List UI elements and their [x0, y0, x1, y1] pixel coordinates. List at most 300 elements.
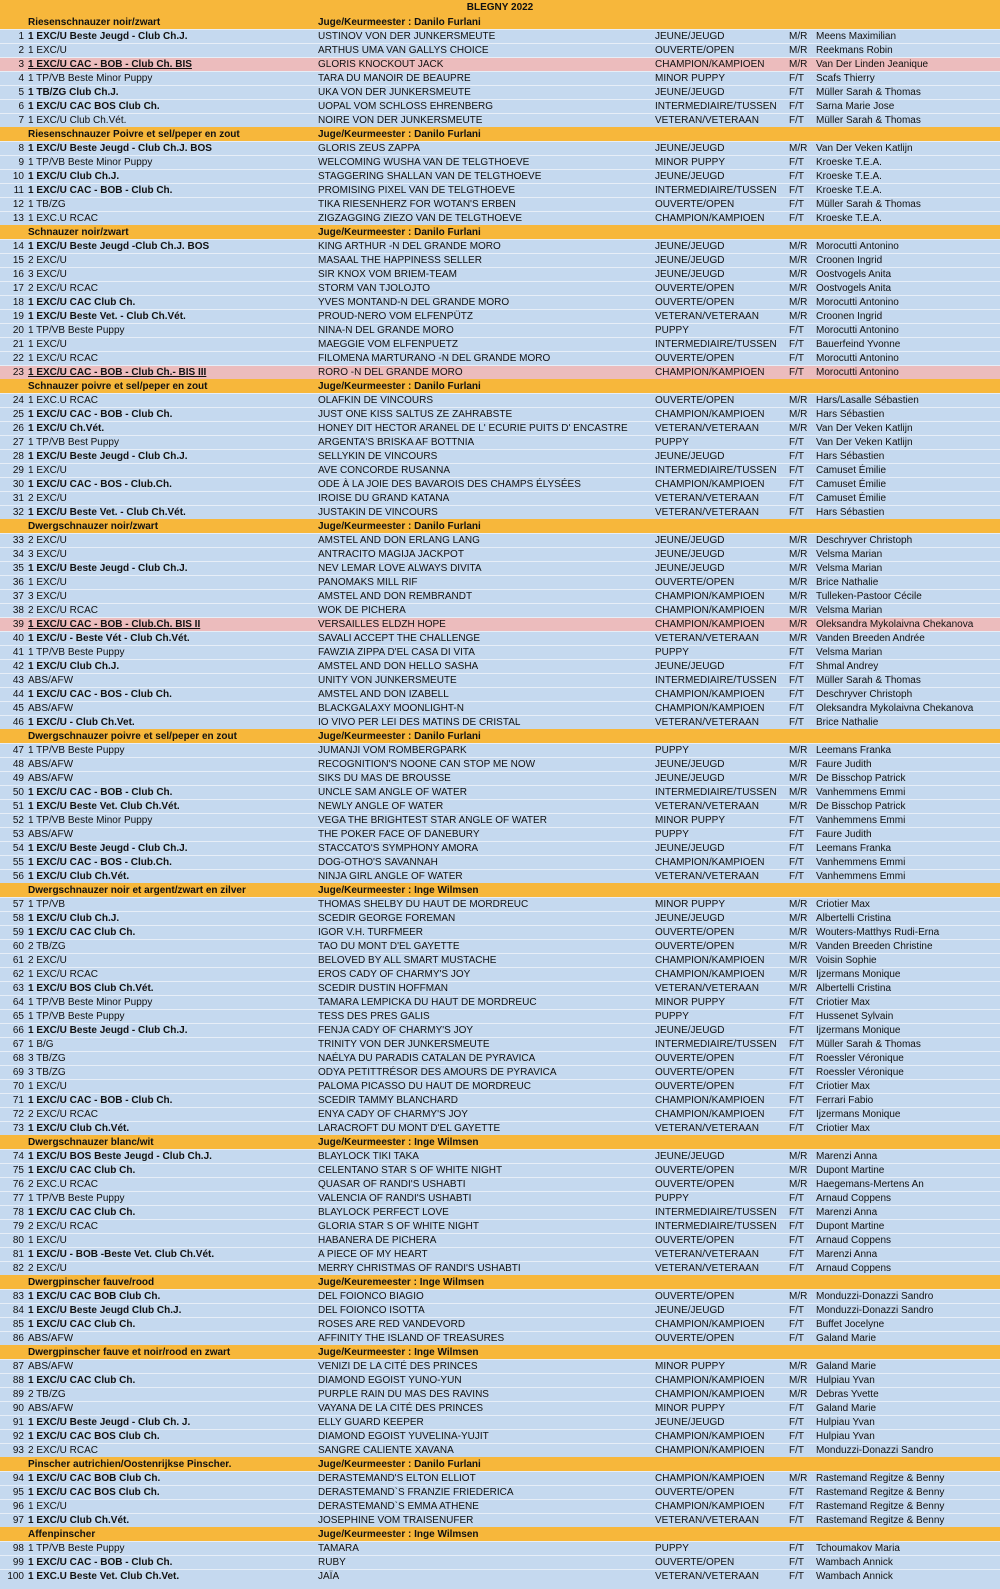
class-cell: CHAMPION/KAMPIOEN	[655, 703, 765, 714]
table-row	[0, 1317, 1000, 1331]
dog-name-cell: LARACROFT DU MONT D'EL GAYETTE	[318, 1123, 501, 1134]
entry-number: 29	[12, 465, 24, 476]
sex-cell: M/R	[789, 423, 808, 434]
table-row	[0, 197, 1000, 211]
class-cell: JEUNE/JEUGD	[655, 1151, 725, 1162]
dog-name-cell: DOG-OTHO'S SAVANNAH	[318, 857, 438, 868]
class-cell: JEUNE/JEUGD	[655, 87, 725, 98]
table-row	[0, 925, 1000, 939]
class-cell: OUVERTE/OPEN	[655, 1333, 735, 1344]
sex-cell: F/T	[789, 213, 804, 224]
class-cell: JEUNE/JEUGD	[655, 269, 725, 280]
sex-cell: M/R	[789, 1389, 808, 1400]
sex-cell: M/R	[789, 1361, 808, 1372]
entry-number: 33	[12, 535, 24, 546]
owner-cell: Tchoumakov Maria	[816, 1543, 900, 1554]
entry-number: 11	[13, 185, 24, 196]
class-cell: MINOR PUPPY	[655, 1361, 726, 1372]
dog-name-cell: STACCATO'S SYMPHONY AMORA	[318, 843, 479, 854]
entry-number: 35	[12, 563, 24, 574]
owner-cell: Velsma Marian	[816, 647, 883, 658]
owner-cell: Faure Judith	[816, 829, 872, 840]
sex-cell: M/R	[789, 591, 808, 602]
result-cell: 1 EXC/U CAC - BOB - Club Ch.	[28, 1095, 173, 1106]
table-row	[0, 785, 1000, 799]
sex-cell: F/T	[789, 1431, 804, 1442]
sex-cell: F/T	[789, 717, 804, 728]
result-cell: 2 EXC/U RCAC	[28, 1445, 99, 1456]
owner-cell: Wambach Annick	[816, 1571, 893, 1582]
owner-cell: Roessler Véronique	[816, 1067, 904, 1078]
sex-cell: M/R	[789, 535, 808, 546]
sex-cell: F/T	[789, 1081, 804, 1092]
result-cell: 1 EXC/U CAC - BOS - Club.Ch.	[28, 479, 172, 490]
dog-name-cell: ARTHUS UMA VAN GALLYS CHOICE	[318, 45, 489, 56]
table-row	[0, 323, 1000, 337]
dog-name-cell: YVES MONTAND-N DEL GRANDE MORO	[318, 297, 510, 308]
entry-number: 44	[12, 689, 24, 700]
section-header	[0, 379, 1000, 393]
entry-number: 65	[12, 1011, 24, 1022]
result-cell: 2 EXC/U RCAC	[28, 283, 99, 294]
entry-number: 54	[12, 843, 24, 854]
result-cell: 1 EXC/U CAC Club Ch.	[28, 1165, 136, 1176]
table-row	[0, 855, 1000, 869]
section-header	[0, 1135, 1000, 1149]
dog-name-cell: PALOMA PICASSO DU HAUT DE MORDREUC	[318, 1081, 531, 1092]
dog-name-cell: SIR KNOX VOM BRIEM-TEAM	[318, 269, 457, 280]
result-cell: 1 EXC/U Beste Vet. - Club Ch.Vét.	[28, 507, 186, 518]
result-cell: ABS/AFW	[28, 1361, 74, 1372]
table-row	[0, 771, 1000, 785]
class-cell: CHAMPION/KAMPIOEN	[655, 1375, 765, 1386]
sex-cell: F/T	[789, 171, 804, 182]
sex-cell: M/R	[789, 619, 808, 630]
dog-name-cell: ZIGZAGGING ZIEZO VAN DE TELGTHOEVE	[318, 213, 523, 224]
class-cell: CHAMPION/KAMPIOEN	[655, 605, 765, 616]
class-cell: PUPPY	[655, 325, 689, 336]
sex-cell: F/T	[789, 325, 804, 336]
sex-cell: F/T	[789, 1263, 804, 1274]
entry-number: 32	[12, 507, 24, 518]
owner-cell: Oleksandra Mykolaivna Chekanova	[816, 619, 974, 630]
sex-cell: F/T	[789, 73, 804, 84]
sex-cell: M/R	[789, 311, 808, 322]
table-row	[0, 743, 1000, 757]
class-cell: JEUNE/JEUGD	[655, 1305, 725, 1316]
section-header	[0, 15, 1000, 29]
table-row	[0, 1429, 1000, 1443]
owner-cell: Sarna Marie Jose	[816, 101, 895, 112]
class-cell: CHAMPION/KAMPIOEN	[655, 213, 765, 224]
sex-cell: F/T	[789, 1109, 804, 1120]
dog-name-cell: FILOMENA MARTURANO -N DEL GRANDE MORO	[318, 353, 551, 364]
class-cell: VETERAN/VETERAAN	[655, 493, 759, 504]
table-row	[0, 1373, 1000, 1387]
dog-name-cell: PROUD-NERO VOM ELFENPÜTZ	[318, 311, 474, 322]
sex-cell: M/R	[789, 773, 808, 784]
class-cell: VETERAN/VETERAAN	[655, 507, 759, 518]
result-cell: 1 EXC/U Club Ch.J.	[28, 661, 120, 672]
table-row	[0, 1023, 1000, 1037]
sex-cell: M/R	[789, 913, 808, 924]
result-cell: 1 EXC/U	[28, 1501, 67, 1512]
entry-number: 17	[12, 283, 24, 294]
class-cell: VETERAN/VETERAAN	[655, 1249, 759, 1260]
owner-cell: Marenzi Anna	[816, 1207, 878, 1218]
table-row	[0, 1443, 1000, 1457]
sex-cell: F/T	[789, 1025, 804, 1036]
entry-number: 68	[12, 1053, 24, 1064]
table-row	[0, 29, 1000, 43]
dog-name-cell: JUSTAKIN DE VINCOURS	[318, 507, 438, 518]
class-cell: CHAMPION/KAMPIOEN	[655, 969, 765, 980]
result-cell: 1 EXC/U RCAC	[28, 353, 99, 364]
breed-name: Schnauzer noir/zwart	[28, 227, 129, 238]
result-cell: 1 TP/VB Beste Puppy	[28, 1543, 125, 1554]
dog-name-cell: VERSAILLES ELDZH HOPE	[318, 619, 446, 630]
dog-name-cell: AMSTEL AND DON ERLANG LANG	[318, 535, 480, 546]
owner-cell: Debras Yvette	[816, 1389, 879, 1400]
class-cell: PUPPY	[655, 1543, 689, 1554]
result-cell: 1 EXC/U Club Ch.Vét.	[28, 1515, 130, 1526]
dog-name-cell: TARA DU MANOIR DE BEAUPRE	[318, 73, 471, 84]
dog-name-cell: AMSTEL AND DON REMBRANDT	[318, 591, 473, 602]
table-row	[0, 603, 1000, 617]
class-cell: JEUNE/JEUGD	[655, 759, 725, 770]
entry-number: 100	[7, 1571, 24, 1582]
sex-cell: F/T	[789, 1067, 804, 1078]
sex-cell: F/T	[789, 829, 804, 840]
dog-name-cell: ARGENTA'S BRISKA AF BOTTNIA	[318, 437, 475, 448]
entry-number: 5	[18, 87, 24, 98]
owner-cell: Hars Sébastien	[816, 451, 885, 462]
class-cell: OUVERTE/OPEN	[655, 45, 735, 56]
dog-name-cell: ELLY GUARD KEEPER	[318, 1417, 424, 1428]
entry-number: 85	[12, 1319, 24, 1330]
entry-number: 41	[12, 647, 24, 658]
sex-cell: F/T	[789, 87, 804, 98]
entry-number: 98	[12, 1543, 24, 1554]
result-cell: 1 EXC/U Beste Jeugd - Club Ch.J.	[28, 843, 188, 854]
table-row	[0, 351, 1000, 365]
breed-name: Schnauzer poivre et sel/peper en zout	[28, 381, 208, 392]
table-row	[0, 1471, 1000, 1485]
owner-cell: Bauerfeind Yvonne	[816, 339, 901, 350]
entry-number: 96	[12, 1501, 24, 1512]
judge-label: Juge/Keurmeester : Inge Wilmsen	[318, 1347, 479, 1358]
sex-cell: M/R	[789, 563, 808, 574]
table-row	[0, 85, 1000, 99]
table-row	[0, 1121, 1000, 1135]
sex-cell: M/R	[789, 241, 808, 252]
dog-name-cell: GLORIA STAR S OF WHITE NIGHT	[318, 1221, 479, 1232]
table-row	[0, 1401, 1000, 1415]
result-cell: 1 EXC/U Club Ch.Vét.	[28, 115, 127, 126]
class-cell: JEUNE/JEUGD	[655, 535, 725, 546]
judge-label: Juge/Keurmeester : Inge Wilmsen	[318, 1137, 479, 1148]
breed-name: Dwergschnauzer blanc/wit	[28, 1137, 154, 1148]
owner-cell: Rastemand Regitze & Benny	[816, 1473, 945, 1484]
owner-cell: Croonen Ingrid	[816, 255, 883, 266]
dog-name-cell: OLAFKIN DE VINCOURS	[318, 395, 434, 406]
result-cell: 1 TP/VB Beste Puppy	[28, 1193, 125, 1204]
section-header	[0, 1527, 1000, 1541]
dog-name-cell: SAVALI ACCEPT THE CHALLENGE	[318, 633, 481, 644]
sex-cell: F/T	[789, 339, 804, 350]
entry-number: 91	[12, 1417, 24, 1428]
dog-name-cell: IO VIVO PER LEI DES MATINS DE CRISTAL	[318, 717, 521, 728]
owner-cell: Morocutti Antonino	[816, 241, 899, 252]
sex-cell: M/R	[789, 969, 808, 980]
table-row	[0, 337, 1000, 351]
dog-name-cell: NOIRE VON DER JUNKERSMEUTE	[318, 115, 483, 126]
class-cell: MINOR PUPPY	[655, 157, 726, 168]
entry-number: 26	[12, 423, 24, 434]
owner-cell: Ferrari Fabio	[816, 1095, 874, 1106]
entry-number: 9	[18, 157, 24, 168]
class-cell: CHAMPION/KAMPIOEN	[655, 1095, 765, 1106]
sex-cell: F/T	[789, 843, 804, 854]
owner-cell: Morocutti Antonino	[816, 325, 899, 336]
entry-number: 59	[12, 927, 24, 938]
class-cell: CHAMPION/KAMPIOEN	[655, 59, 765, 70]
entry-number: 42	[12, 661, 24, 672]
breed-name: Riesenschnauzer Poivre et sel/peper en zout	[28, 129, 240, 140]
sex-cell: M/R	[789, 409, 808, 420]
dog-name-cell: SELLYKIN DE VINCOURS	[318, 451, 438, 462]
sex-cell: M/R	[789, 577, 808, 588]
dog-name-cell: DEL FOIONCO BIAGIO	[318, 1291, 424, 1302]
entry-number: 80	[12, 1235, 24, 1246]
table-row	[0, 1359, 1000, 1373]
class-cell: VETERAN/VETERAAN	[655, 1571, 759, 1582]
owner-cell: Marenzi Anna	[816, 1151, 878, 1162]
table-row	[0, 57, 1000, 71]
class-cell: OUVERTE/OPEN	[655, 1053, 735, 1064]
result-cell: 1 EXC/U BOS Beste Jeugd - Club Ch.J.	[28, 1151, 212, 1162]
result-cell: 1 EXC.U RCAC	[28, 395, 99, 406]
sex-cell: F/T	[789, 1557, 804, 1568]
owner-cell: Croonen Ingrid	[816, 311, 883, 322]
class-cell: INTERMEDIAIRE/TUSSEN	[655, 101, 777, 112]
sex-cell: M/R	[789, 395, 808, 406]
dog-name-cell: SCEDIR DUSTIN HOFFMAN	[318, 983, 448, 994]
result-cell: 1 EXC/U - BOB -Beste Vet. Club Ch.Vét.	[28, 1249, 215, 1260]
dog-name-cell: IGOR V.H. TURFMEER	[318, 927, 424, 938]
result-cell: 1 EXC/U Club Ch.J.	[28, 913, 120, 924]
class-cell: PUPPY	[655, 647, 689, 658]
table-row	[0, 757, 1000, 771]
breed-name: Dwergpinscher fauve et noir/rood en zwart	[28, 1347, 231, 1358]
owner-cell: Deschryver Christoph	[816, 689, 913, 700]
class-cell: JEUNE/JEUGD	[655, 563, 725, 574]
entry-number: 69	[12, 1067, 24, 1078]
sex-cell: M/R	[789, 633, 808, 644]
result-cell: 2 EXC/U	[28, 535, 67, 546]
result-cell: 3 EXC/U	[28, 269, 67, 280]
class-cell: INTERMEDIAIRE/TUSSEN	[655, 675, 777, 686]
table-row	[0, 505, 1000, 519]
owner-cell: Oleksandra Mykolaivna Chekanova	[816, 703, 974, 714]
page-title: BLEGNY 2022	[466, 2, 534, 13]
owner-cell: Haegemans-Mertens An	[816, 1179, 924, 1190]
owner-cell: Brice Nathalie	[816, 717, 879, 728]
class-cell: JEUNE/JEUGD	[655, 255, 725, 266]
table-row	[0, 155, 1000, 169]
result-cell: 1 TP/VB Best Puppy	[28, 437, 119, 448]
class-cell: MINOR PUPPY	[655, 997, 726, 1008]
sex-cell: F/T	[789, 1319, 804, 1330]
sex-cell: F/T	[789, 1249, 804, 1260]
entry-number: 4	[18, 73, 24, 84]
table-row	[0, 687, 1000, 701]
section-header	[0, 729, 1000, 743]
entry-number: 36	[12, 577, 24, 588]
result-cell: 1 EXC/U	[28, 1235, 67, 1246]
class-cell: CHAMPION/KAMPIOEN	[655, 857, 765, 868]
class-cell: CHAMPION/KAMPIOEN	[655, 479, 765, 490]
judge-label: Juge/Keurmeester : Danilo Furlani	[318, 521, 481, 532]
table-row	[0, 1233, 1000, 1247]
sex-cell: M/R	[789, 955, 808, 966]
dog-name-cell: VAYANA DE LA CITÉ DES PRINCES	[318, 1403, 484, 1414]
class-cell: OUVERTE/OPEN	[655, 1067, 735, 1078]
result-cell: 1 EXC/U	[28, 45, 67, 56]
table-row	[0, 841, 1000, 855]
dog-name-cell: PANOMAKS MILL RIF	[318, 577, 418, 588]
entry-number: 73	[12, 1123, 24, 1134]
owner-cell: Oostvogels Anita	[816, 283, 892, 294]
owner-cell: Ijzermans Monique	[816, 969, 901, 980]
entry-number: 89	[12, 1389, 24, 1400]
owner-cell: Kroeske T.E.A.	[816, 185, 882, 196]
result-cell: 1 EXC/U CAC Club Ch.	[28, 297, 136, 308]
dog-name-cell: ODE À LA JOIE DES BAVAROIS DES CHAMPS ÉLYSÉES	[318, 479, 581, 490]
result-cell: 1 EXC.U Beste Vet. Club Ch.Vet.	[28, 1571, 180, 1582]
result-cell: 1 EXC/U CAC - BOB - Club Ch.	[28, 787, 173, 798]
sex-cell: F/T	[789, 997, 804, 1008]
owner-cell: Dupont Martine	[816, 1165, 885, 1176]
dog-name-cell: DERASTEMAND'S ELTON ELLIOT	[318, 1473, 476, 1484]
result-cell: 3 EXC/U	[28, 591, 67, 602]
owner-cell: Arnaud Coppens	[816, 1263, 892, 1274]
owner-cell: Dupont Martine	[816, 1221, 885, 1232]
table-row	[0, 953, 1000, 967]
breed-name: Affenpinscher	[28, 1529, 96, 1540]
result-cell: 2 TB/ZG	[28, 941, 66, 952]
table-row	[0, 183, 1000, 197]
entry-number: 95	[12, 1487, 24, 1498]
class-cell: MINOR PUPPY	[655, 1403, 726, 1414]
result-cell: 1 EXC/U Club Ch.J.	[28, 171, 120, 182]
class-cell: INTERMEDIAIRE/TUSSEN	[655, 787, 777, 798]
sex-cell: F/T	[789, 1305, 804, 1316]
owner-cell: Scafs Thierry	[816, 73, 875, 84]
dog-name-cell: TESS DES PRES GALIS	[318, 1011, 430, 1022]
sex-cell: M/R	[789, 45, 808, 56]
class-cell: OUVERTE/OPEN	[655, 395, 735, 406]
entry-number: 27	[12, 437, 24, 448]
entry-number: 70	[12, 1081, 24, 1092]
owner-cell: Hars Sébastien	[816, 507, 885, 518]
entry-number: 90	[12, 1403, 24, 1414]
result-cell: 1 EXC/U CAC BOS Club Ch.	[28, 101, 160, 112]
class-cell: VETERAN/VETERAAN	[655, 115, 759, 126]
table-row	[0, 827, 1000, 841]
dog-name-cell: GLORIS ZEUS ZAPPA	[318, 143, 421, 154]
table-row	[0, 967, 1000, 981]
dog-name-cell: NEV LEMAR LOVE ALWAYS DIVITA	[318, 563, 482, 574]
class-cell: INTERMEDIAIRE/TUSSEN	[655, 1039, 777, 1050]
result-cell: 1 EXC/U Beste Vet. Club Ch.Vét.	[28, 801, 180, 812]
result-cell: 1 EXC/U RCAC	[28, 969, 99, 980]
dog-name-cell: JUMANJI VOM ROMBERGPARK	[318, 745, 467, 756]
result-cell: 1 EXC/U CAC BOS Club Ch.	[28, 1431, 160, 1442]
result-cell: 1 EXC/U Beste Jeugd -Club Ch.J. BOS	[28, 241, 210, 252]
dog-name-cell: SCEDIR TAMMY BLANCHARD	[318, 1095, 459, 1106]
table-row	[0, 267, 1000, 281]
table-row	[0, 1303, 1000, 1317]
table-row	[0, 239, 1000, 253]
result-cell: ABS/AFW	[28, 1333, 74, 1344]
entry-number: 12	[12, 199, 24, 210]
class-cell: VETERAN/VETERAAN	[655, 423, 759, 434]
sex-cell: M/R	[789, 59, 808, 70]
table-row	[0, 1485, 1000, 1499]
owner-cell: Rastemand Regitze & Benny	[816, 1501, 945, 1512]
result-cell: 2 EXC.U RCAC	[28, 1179, 99, 1190]
sex-cell: M/R	[789, 1473, 808, 1484]
owner-cell: Vanden Breeden Andrée	[816, 633, 925, 644]
entry-number: 24	[12, 395, 24, 406]
class-cell: CHAMPION/KAMPIOEN	[655, 1431, 765, 1442]
sex-cell: F/T	[789, 465, 804, 476]
owner-cell: Ijzermans Monique	[816, 1025, 901, 1036]
sex-cell: F/T	[789, 1487, 804, 1498]
entry-number: 22	[12, 353, 24, 364]
judge-label: Juge/Keurmeester : Danilo Furlani	[318, 381, 481, 392]
sex-cell: F/T	[789, 437, 804, 448]
entry-number: 84	[12, 1305, 24, 1316]
sex-cell: F/T	[789, 857, 804, 868]
results-table	[0, 15, 1000, 1583]
sex-cell: M/R	[789, 899, 808, 910]
class-cell: JEUNE/JEUGD	[655, 171, 725, 182]
table-row	[0, 169, 1000, 183]
owner-cell: Galand Marie	[816, 1333, 877, 1344]
entry-number: 37	[12, 591, 24, 602]
dog-name-cell: DIAMOND EGOIST YUNO-YUN	[318, 1375, 462, 1386]
entry-number: 82	[12, 1263, 24, 1274]
owner-cell: Hulpiau Yvan	[816, 1375, 875, 1386]
result-cell: 1 EXC/U Beste Jeugd Club Ch.J.	[28, 1305, 182, 1316]
class-cell: CHAMPION/KAMPIOEN	[655, 1473, 765, 1484]
class-cell: OUVERTE/OPEN	[655, 1487, 735, 1498]
owner-cell: Müller Sarah & Thomas	[816, 1039, 921, 1050]
sex-cell: M/R	[789, 283, 808, 294]
result-cell: ABS/AFW	[28, 1403, 74, 1414]
dog-name-cell: SIKS DU MAS DE BROUSSE	[318, 773, 451, 784]
table-row	[0, 1219, 1000, 1233]
class-cell: INTERMEDIAIRE/TUSSEN	[655, 339, 777, 350]
table-row	[0, 365, 1000, 379]
sex-cell: F/T	[789, 1039, 804, 1050]
dog-name-cell: DERASTEMAND`S EMMA ATHENE	[318, 1501, 479, 1512]
sex-cell: M/R	[789, 143, 808, 154]
entry-number: 21	[12, 339, 24, 350]
section-header	[0, 883, 1000, 897]
